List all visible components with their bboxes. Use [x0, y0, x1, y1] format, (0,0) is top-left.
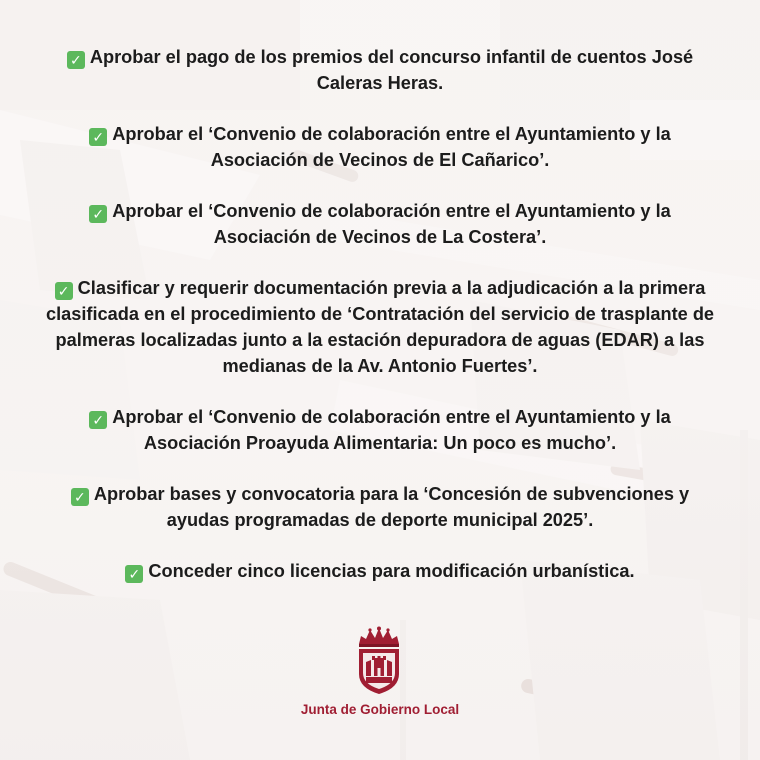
agenda-item: [40, 404, 720, 456]
agenda-item: [40, 275, 720, 379]
check-mark-icon: ✓: [55, 282, 73, 300]
check-mark-icon: ✓: [67, 51, 85, 69]
coat-of-arms-logo: [354, 626, 404, 696]
agenda-item: [40, 44, 720, 96]
agenda-item-text: Aprobar el ‘Convenio de colaboración entre el Ayuntamiento y la Asociación de Vecinos de El Cañarico’.: [112, 124, 671, 170]
agenda-item-text: Conceder cinco licencias para modificación urbanística.: [148, 561, 635, 581]
agenda-list: [40, 44, 720, 609]
agenda-item-text: Aprobar el ‘Convenio de colaboración entre el Ayuntamiento y la Asociación Proayuda Alimentaria: Un poco es mucho’.: [112, 407, 671, 453]
agenda-item: [40, 198, 720, 250]
agenda-item-text: Aprobar el pago de los premios del concurso infantil de cuentos José Caleras Heras.: [89, 47, 694, 93]
check-mark-icon: ✓: [125, 565, 143, 583]
agenda-item-text: Aprobar bases y convocatoria para la ‘Concesión de subvenciones y ayudas programadas de deporte municipal 2025’.: [93, 484, 690, 530]
agenda-item: [40, 121, 720, 173]
check-mark-icon: ✓: [89, 128, 107, 146]
agenda-item: [40, 558, 720, 584]
check-mark-icon: ✓: [71, 488, 89, 506]
crest-icon: [354, 626, 404, 696]
agenda-item-text: Aprobar el ‘Convenio de colaboración entre el Ayuntamiento y la Asociación de Vecinos de La Costera’.: [112, 201, 671, 247]
footer-label: Junta de Gobierno Local: [300, 702, 460, 717]
agenda-item: [40, 481, 720, 533]
check-mark-icon: ✓: [89, 411, 107, 429]
agenda-item-text: Clasificar y requerir documentación previa a la adjudicación a la primera clasificada en el procedimiento de ‘Contratación del servicio de trasplante de palmeras localizadas junto a la estación depuradora de aguas (EDAR) a las medianas de la Av. Antonio Fuertes’.: [45, 278, 715, 376]
check-mark-icon: ✓: [89, 205, 107, 223]
